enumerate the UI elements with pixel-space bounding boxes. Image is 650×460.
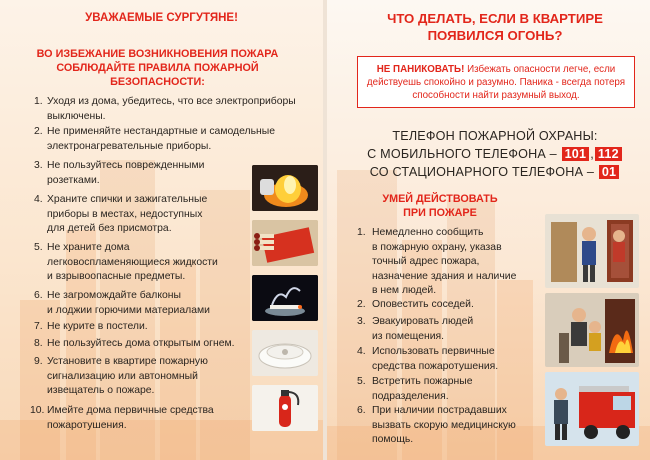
rule-text: Не загромождайте балконы (47, 290, 181, 301)
rule-number: 1. (34, 96, 43, 107)
rule-text: Имейте дома первичные средства (47, 405, 214, 416)
rule-item (34, 95, 304, 124)
landline-phone-line (360, 165, 630, 179)
rule-number: 6. (34, 290, 43, 301)
action-text: средства пожаротушения. (372, 360, 499, 372)
rule-text: выключены. (47, 110, 106, 122)
evacuation-image (545, 293, 639, 367)
action-number: 2. (357, 299, 366, 310)
rule-item (34, 193, 244, 237)
rule-item (30, 404, 250, 433)
actions-title-line: УМЕЙ ДЕЙСТВОВАТЬ (382, 193, 498, 205)
rule-text: розетками. (47, 174, 100, 186)
rule-text: Не курите в постели. (47, 321, 148, 332)
actions-title (370, 193, 510, 220)
action-text: в пожарную охрану, указав (372, 241, 502, 253)
action-text: Немедленно сообщить (372, 227, 484, 238)
rule-text: Не применяйте нестандартные и самодельные (47, 126, 275, 137)
subtitle-line: ВО ИЗБЕЖАНИЕ ВОЗНИКНОВЕНИЯ ПОЖАРА (36, 48, 279, 60)
cigarette-icon (252, 275, 318, 321)
action-text: в нем людей. (372, 285, 437, 297)
action-item (357, 226, 532, 299)
rule-item (34, 289, 249, 318)
fire-extinguisher-icon (252, 385, 318, 431)
action-item (357, 298, 532, 313)
rule-text: электронагревательные приборы. (47, 140, 212, 152)
warning-text: Избежать опасности легче, если действуешь спокойно и разумно. Паника - всегда потеря способности найти разумный выход. (366, 64, 626, 101)
action-text: из помещения. (372, 330, 445, 342)
matches-icon (252, 220, 318, 266)
action-number: 1. (357, 227, 366, 238)
action-text: Оповестить соседей. (372, 299, 474, 310)
rule-number: 5. (34, 242, 43, 253)
action-text: Использовать первичные (372, 346, 495, 357)
rule-item (34, 125, 304, 154)
mobile-label: С МОБИЛЬНОГО ТЕЛЕФОНА – (367, 147, 557, 161)
rule-item (34, 355, 244, 399)
rule-text: для детей без присмотра. (47, 223, 172, 235)
rule-number: 2. (34, 126, 43, 137)
warning-bold: НЕ ПАНИКОВАТЬ! (376, 64, 465, 75)
action-item (357, 315, 532, 344)
rule-text: и взрывоопасные предметы. (47, 271, 186, 283)
rule-item (34, 241, 249, 285)
rule-item (34, 337, 249, 352)
action-text: помощь. (372, 434, 414, 446)
fire-extinguisher-image (252, 385, 318, 431)
title-line: ПОЯВИЛСЯ ОГОНЬ? (427, 28, 563, 43)
action-number: 5. (357, 376, 366, 387)
phone-number-badge: 112 (595, 147, 622, 161)
rule-number: 9. (34, 356, 43, 367)
rule-number: 10. (30, 405, 45, 416)
landline-label: СО СТАЦИОНАРНОГО ТЕЛЕФОНА – (369, 165, 595, 179)
fire-truck-icon (545, 372, 639, 446)
action-number: 3. (357, 316, 366, 327)
rule-number: 4. (34, 194, 43, 205)
rule-number: 3. (34, 160, 43, 171)
action-number: 4. (357, 346, 366, 357)
action-text: назначение здания и наличие (372, 270, 517, 282)
rules-subtitle (20, 47, 295, 89)
rule-text: Не храните дома (47, 242, 130, 253)
rule-text: Установите в квартире пожарную (47, 356, 208, 367)
mobile-phone-line: С МОБИЛЬНОГО ТЕЛЕФОНА – 101 , 112 (360, 147, 630, 161)
title-line: ЧТО ДЕЛАТЬ, ЕСЛИ В КВАРТИРЕ (387, 11, 603, 26)
fire-phone-title: ТЕЛЕФОН ПОЖАРНОЙ ОХРАНЫ: (392, 129, 598, 143)
rule-item (34, 159, 244, 188)
evacuation-icon (545, 293, 639, 367)
action-text: подразделения. (372, 390, 449, 402)
rule-number: 7. (34, 321, 43, 332)
fire-truck-image (545, 372, 639, 446)
neighbors-door-icon (545, 214, 639, 288)
burning-socket-image (252, 165, 318, 211)
action-text: Встретить пожарные (372, 376, 473, 387)
subtitle-line: БЕЗОПАСНОСТИ: (110, 76, 205, 88)
rule-text: Не пользуйтесь поврежденными (47, 160, 205, 171)
greeting-title: УВАЖАЕМЫЕ СУРГУТЯНЕ! (85, 12, 238, 24)
action-text: вызвать скорую медицинскую (372, 419, 516, 431)
rule-text: извещатель о пожаре. (47, 385, 155, 397)
smoke-detector-icon (252, 330, 318, 376)
cigarette-image (252, 275, 318, 321)
fire-question-title (345, 10, 645, 44)
smoke-detector-image (252, 330, 318, 376)
action-item (357, 375, 532, 404)
action-text: точный адрес пожара, (372, 256, 480, 268)
rule-text: и лоджии горючими материалами (47, 304, 210, 316)
rule-item (34, 320, 249, 335)
rule-text: сигнализацию или автономный (47, 370, 198, 382)
left-panel (0, 0, 323, 460)
action-item (357, 404, 537, 448)
action-item (357, 345, 532, 374)
matches-image (252, 220, 318, 266)
action-text: Эвакуировать людей (372, 316, 474, 327)
phone-number-badge: 101 (562, 147, 590, 161)
rule-text: Храните спички и зажигательные (47, 194, 208, 205)
subtitle-line: СОБЛЮДАЙТЕ ПРАВИЛА ПОЖАРНОЙ (56, 62, 259, 74)
actions-title-line: ПРИ ПОЖАРЕ (403, 206, 477, 219)
phone-number-badge: 01 (599, 165, 619, 179)
neighbors-door-image (545, 214, 639, 288)
rule-text: пожаротушения. (47, 419, 127, 431)
rule-text: легковоспламеняющиеся жидкости (47, 256, 218, 268)
rule-text: Уходя из дома, убедитесь, что все электроприборы (47, 96, 296, 107)
burning-socket-icon (252, 165, 318, 211)
action-text: При наличии пострадавших (372, 405, 507, 416)
rule-text: Не пользуйтесь дома открытым огнем. (47, 338, 235, 349)
no-panic-warning (357, 56, 635, 108)
action-number: 6. (357, 405, 366, 416)
rule-text: приборы в местах, недоступных (47, 208, 203, 220)
rule-number: 8. (34, 338, 43, 349)
